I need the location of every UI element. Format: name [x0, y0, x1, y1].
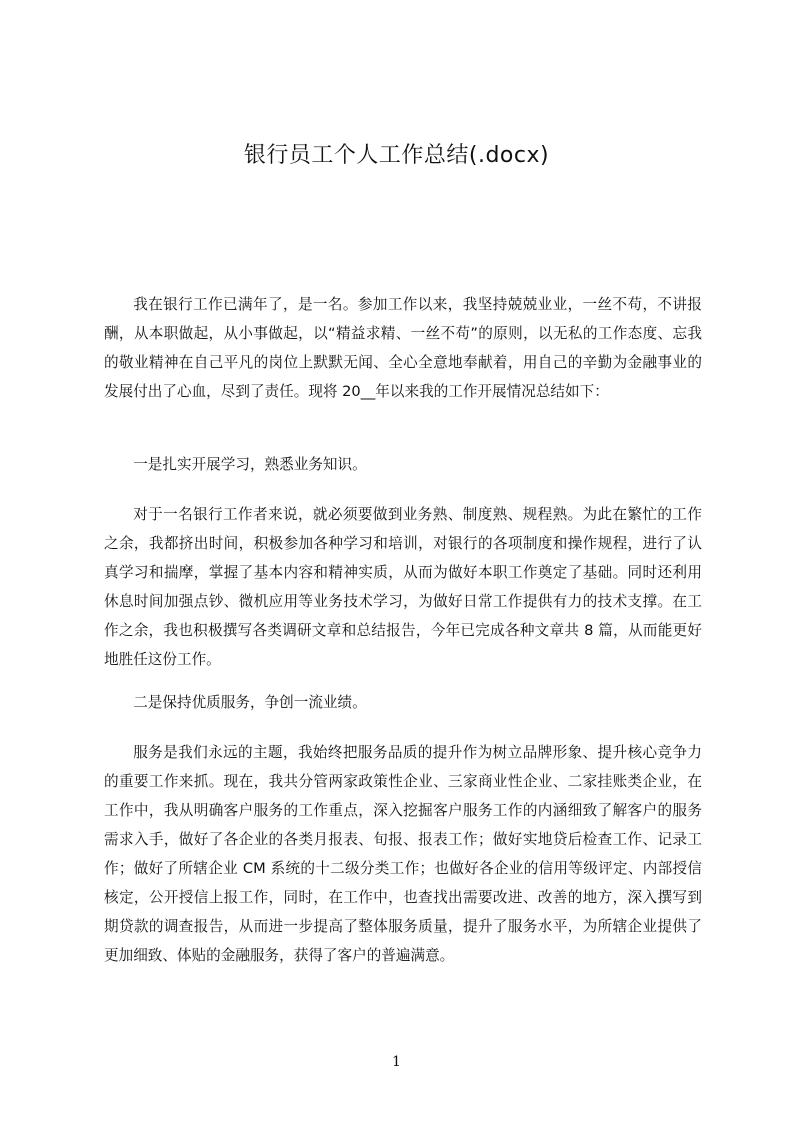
service-paragraph: 服务是我们永远的主题，我始终把服务品质的提升作为树立品牌形象、提升核心竞争力的重要工作来抓。现在，我共分管两家政策性企业、三家商业性企业、二家挂账类企业，在工作中，我从明确客户服务的工作重点，深入挖掘客户服务工作的内涵细致了解客户的服务需求入手，做好了各企业的各类月报表、旬报、报表工作；做好实地贷后检查工作、记录工作；做好了所辖企业 CM 系统的十二级分类工作；也做好各企业的信用等级评定、内部授信核定，公开授信上报工作，同时，在工作中，也查找出需要改进、改善的地方，深入撰写到期贷款的调查报告，从而进一步提高了整体服务质量，提升了服务水平，为所辖企业提供了更加细致、体贴的金融服务，获得了客户的普遍满意。 — [104, 744, 702, 964]
section-heading-study: 一是扎实开展学习，熟悉业务知识。 — [133, 456, 367, 473]
section-heading-service: 二是保持优质服务，争创一流业绩。 — [133, 694, 367, 711]
intro-paragraph: 我在银行工作已满年了，是一名。参加工作以来，我坚持兢兢业业，一丝不苟，不讲报酬，从本职做起，从小事做起，以“精益求精、一丝不苟”的原则，以无私的工作态度、忘我的敬业精神在自己平凡的岗位上默默无闻、全心全意地奉献着，用自己的辛勤为金融事业的发展付出了心血，尽到了责任。现将 20__年以来我的工作开展情况总结如下： — [104, 296, 702, 400]
page-number: 1 — [392, 1054, 401, 1070]
study-paragraph: 对于一名银行工作者来说，就必须要做到业务熟、制度熟、规程熟。为此在繁忙的工作之余，我都挤出时间，积极参加各种学习和培训，对银行的各项制度和操作规程，进行了认真学习和揣摩，掌握了基本内容和精神实质，从而为做好本职工作奠定了基础。同时还利用休息时间加强点钞、微机应用等业务技术学习，为做好日常工作提供有力的技术支撑。在工作之余，我也积极撰写各类调研文章和总结报告，今年已完成各种文章共 8 篇，从而能更好地胜任这份工作。 — [104, 506, 702, 668]
document-title: 银行员工个人工作总结(.docx) — [243, 143, 550, 168]
